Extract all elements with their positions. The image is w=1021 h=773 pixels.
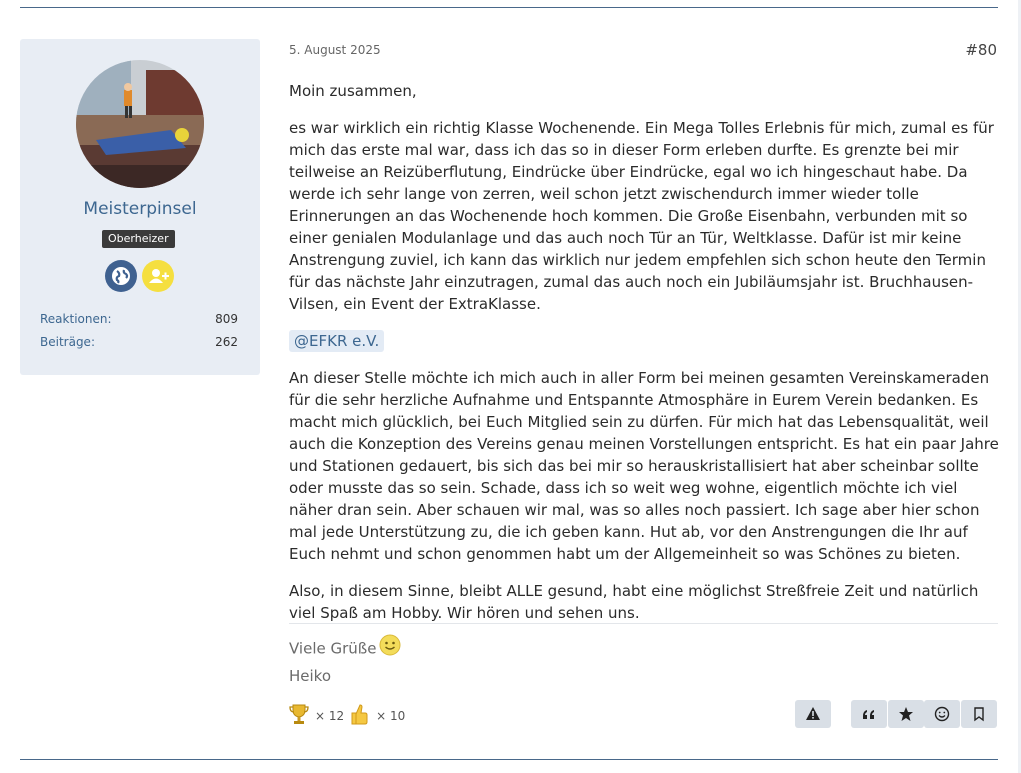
quote-button[interactable] xyxy=(851,700,887,728)
smile-icon xyxy=(379,634,401,664)
signature-greeting: Viele Grüße xyxy=(289,639,377,658)
signature-name: Heiko xyxy=(289,667,332,685)
smiley-icon xyxy=(934,706,950,722)
signature xyxy=(289,634,401,689)
stat-value-posts: 262 xyxy=(215,335,238,349)
quote-icon xyxy=(861,706,877,722)
warning-icon xyxy=(805,706,821,722)
post-greeting: Moin zusammen, xyxy=(289,82,417,100)
signature-divider xyxy=(289,623,998,624)
thumbs-up-count: × 10 xyxy=(376,708,406,723)
bookmark-icon xyxy=(971,706,987,722)
top-divider xyxy=(20,7,998,8)
trophy-count: × 12 xyxy=(315,708,345,723)
post-paragraph: An dieser Stelle möchte ich mich auch in aller Form bei meinen gesamten Vereinskameraden für die sehr herzliche Aufnahme und Entspannte Atmosphäre in Eurem Verein bedanken. Es macht mich glücklich, bei Euch Mitglied sein zu dürfen. Für mich hat das Lebensqualität, weil auch die Konzeption des Vereins genau meinen Vorstellungen entspricht. Es hat ein paar Jahre und Stationen gedauert, bis sich das bei mir so herauskristallisiert hat aber scheinbar sollte oder musste das so sein. Schade, dass ich so weit weg wohne, eigentlich möchte ich viel näher dran sein. Aber schauen wir mal, was so alles noch passiert. Ich sage aber hier schon mal jede Unterstützung zu, die ich geben kann. Hut ab, vor den Anstrengungen die Ihr auf Euch nehmt und schon genommen habt um der Allgemeinheit so was Schönes zu bieten. xyxy=(289,369,999,563)
stat-label-reactions: Reaktionen: xyxy=(40,312,112,326)
mention-link[interactable]: @EFKR e.V. xyxy=(289,330,384,352)
bottom-divider xyxy=(20,759,998,760)
reactions-summary[interactable] xyxy=(289,703,411,728)
thumbs-up-icon xyxy=(350,703,370,728)
globe-icon[interactable] xyxy=(105,260,137,292)
user-info-panel xyxy=(20,39,260,375)
stat-label-posts: Beiträge: xyxy=(40,335,95,349)
user-rank-badge: Oberheizer xyxy=(102,230,175,248)
user-plus-icon[interactable] xyxy=(142,260,174,292)
like-button[interactable] xyxy=(888,700,924,728)
username-link[interactable]: Meisterpinsel xyxy=(83,199,197,219)
post-number[interactable]: #80 xyxy=(965,41,997,59)
post-paragraph: es war wirklich ein richtig Klasse Wochenende. Ein Mega Tolles Erlebnis für mich, zumal es für mich das erste mal war, dass ich das so in dieser Form erleben durfte. Es grenzte bei mir teilweise an Reizüberflutung, Eindrücke über Eindrücke, egal wo ich hingeschaut habe. Da werde ich sehr lange von zerren, weil schon jetzt zwischendurch immer wieder tolle Erinnerungen an das Wochenende hoch kommen. Die Große Eisenbahn, verbunden mit so einer genialen Modulanlage und das auch noch Tür an Tür, Weltklasse. Dafür ist mir keine Anstrengung zuviel, ich kann das wirklich nur jedem empfehlen sich schon heute den Termin für das nächste Jahr einzutragen, zumal das auch noch ein Jubiläumsjahr ist. Bruchhausen-Vilsen, ein Event der ExtraKlasse. xyxy=(289,119,994,313)
post-body xyxy=(289,80,999,639)
trophy-icon xyxy=(289,703,309,728)
stat-value-reactions: 809 xyxy=(215,312,238,326)
report-button[interactable] xyxy=(795,700,831,728)
react-button[interactable] xyxy=(924,700,960,728)
post-paragraph: Also, in diesem Sinne, bleibt ALLE gesund, habt eine möglichst Streßfreie Zeit und natürlich viel Spaß am Hobby. Wir hören und sehen uns. xyxy=(289,582,979,622)
post-date[interactable]: 5. August 2025 xyxy=(289,43,381,57)
bookmark-button[interactable] xyxy=(961,700,997,728)
avatar[interactable] xyxy=(76,60,204,188)
star-icon xyxy=(898,706,914,722)
